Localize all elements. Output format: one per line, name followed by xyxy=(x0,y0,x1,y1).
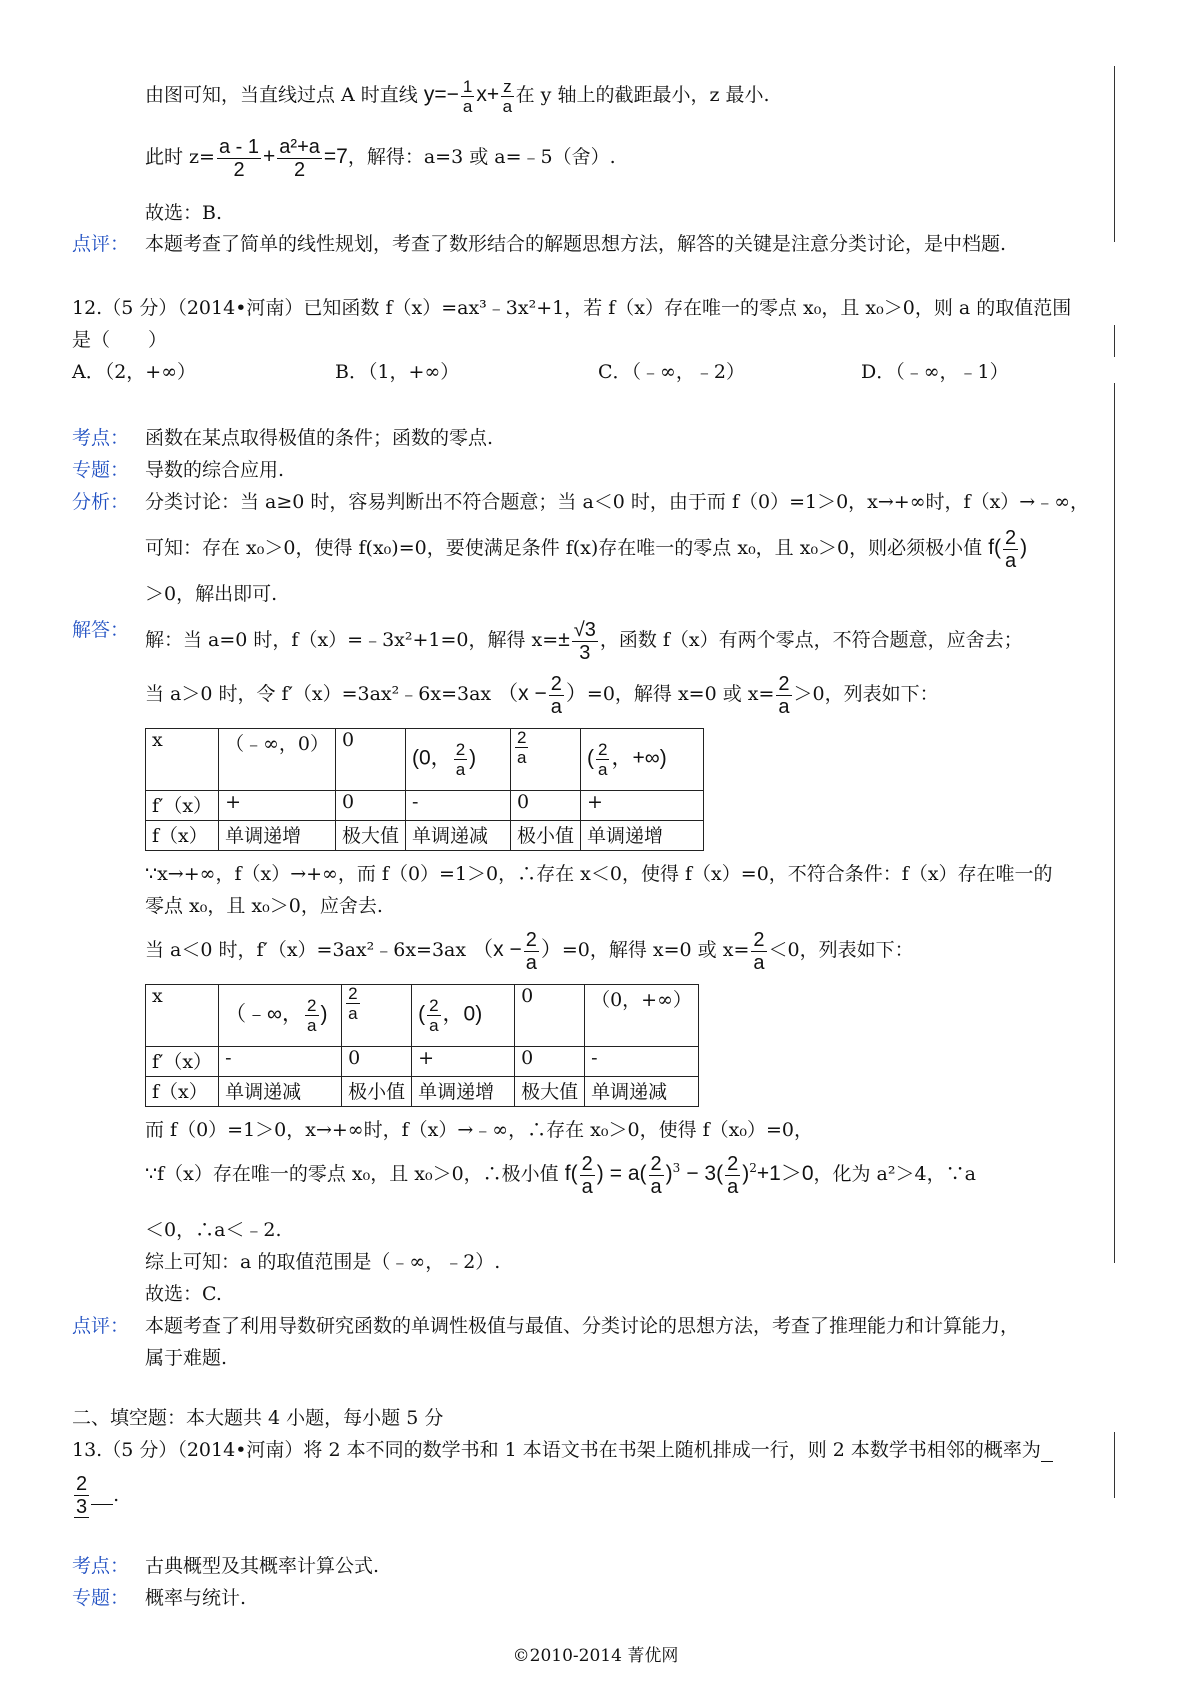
fraction: $\frac{2}{a}$ xyxy=(550,672,562,718)
answer-blank xyxy=(91,1488,113,1505)
table-row: f（x） 单调递增 极大值 单调递减 极小值 单调递增 xyxy=(146,821,704,851)
margin-bar xyxy=(1114,383,1115,1263)
q12-options xyxy=(0,356,1191,388)
comment-label: 点评： xyxy=(72,233,130,255)
answer-blank xyxy=(1041,1441,1053,1462)
fraction: $\frac{2}{a}$ xyxy=(598,740,608,779)
table-row: x （﹣∞， $\frac{2}{a}$ ) $\frac{2}{a}$ ( $\frac{2}{a}$ ，0) 0 （0，+∞） xyxy=(146,985,699,1047)
fraction: $\frac{2}{a}$ xyxy=(348,984,358,1023)
fraction: $\frac{2}{a}$ xyxy=(650,1152,662,1198)
option-c: C．（﹣∞，﹣2） xyxy=(598,361,745,383)
variation-table-1 xyxy=(145,728,704,851)
option-b: B．（1，+∞） xyxy=(335,361,460,383)
page-footer: ©2010-2014 菁优网 xyxy=(512,1646,679,1666)
option-d: D．（﹣∞，﹣1） xyxy=(861,361,1009,383)
table-row: f′（x） + 0 - 0 + xyxy=(146,791,704,821)
fraction: $\frac{2}{a}$ xyxy=(778,672,790,718)
table-row: f′（x） - 0 + 0 - xyxy=(146,1047,699,1077)
margin-bar xyxy=(1114,325,1115,357)
fraction: $\frac{1}{a}$ xyxy=(462,76,473,116)
table-row: x （﹣∞，0） 0 (0， $\frac{2}{a}$ ) $\frac{2}{a}$ ( $\frac{2}{a}$ ，+∞) xyxy=(146,729,704,791)
fraction: $\frac{2}{a}$ xyxy=(753,928,765,974)
fraction: $\frac{2}{a}$ xyxy=(525,928,537,974)
fraction: $\frac{a - 1}{2}$ xyxy=(218,135,260,181)
margin-bar xyxy=(1114,1432,1115,1498)
fraction: $\frac{2}{a}$ xyxy=(1005,526,1017,572)
fraction: $\frac{2}{a}$ xyxy=(581,1152,593,1198)
fraction: $\frac{2}{a}$ xyxy=(455,740,466,779)
fraction: $\frac{\text{a²+a}}{2}$ xyxy=(279,135,320,181)
fraction: $\frac{z}{a}$ xyxy=(502,76,513,116)
fraction: $\frac{2}{a}$ xyxy=(307,996,317,1035)
fraction: $\frac{2}{a}$ xyxy=(429,996,439,1035)
option-a: A．（2，+∞） xyxy=(72,361,197,383)
fraction: $\frac{√3}{3}$ xyxy=(573,618,596,664)
variation-table-2 xyxy=(145,984,699,1107)
margin-bar xyxy=(1114,66,1115,242)
answer-fraction: $\frac{2}{3}$ xyxy=(76,1473,88,1518)
fraction: $\frac{2}{a}$ xyxy=(727,1152,739,1198)
fraction: $\frac{2}{a}$ xyxy=(517,728,527,767)
table-row: f（x） 单调递减 极小值 单调递增 极大值 单调递减 xyxy=(146,1077,699,1107)
